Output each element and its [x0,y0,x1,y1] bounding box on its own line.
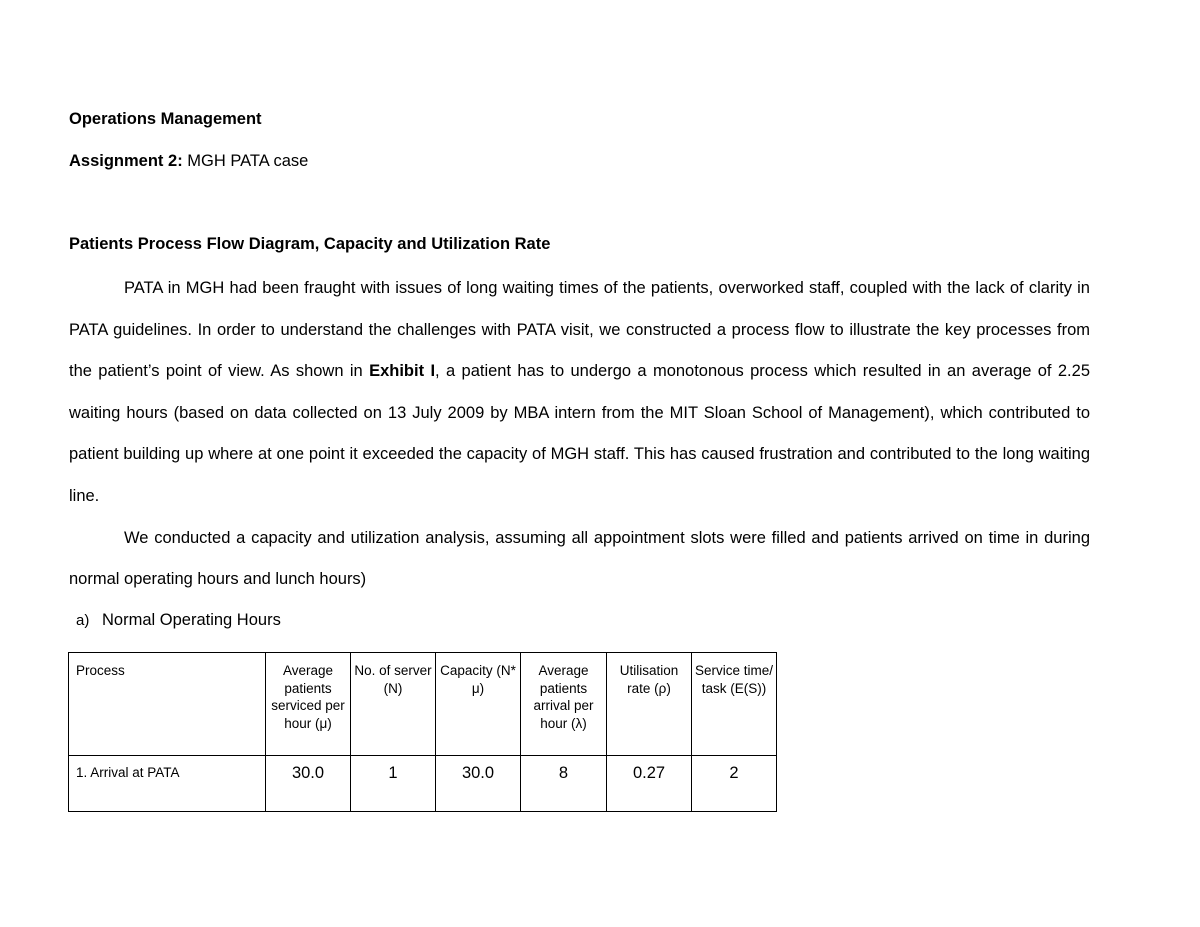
cell-arrival-rate: 8 [521,756,607,812]
column-header-service-rate: Average patients serviced per hour (μ) [266,653,351,756]
list-item-normal-hours [76,611,281,630]
cell-service-rate: 30.0 [266,756,351,812]
column-header-capacity: Capacity (N* μ) [436,653,521,756]
assignment-line [69,152,308,171]
section-heading: Patients Process Flow Diagram, Capacity and Utilization Rate [69,235,551,253]
list-item-text: Normal Operating Hours [102,611,281,629]
column-header-process: Process [69,653,266,756]
table-row [69,756,777,812]
paragraph-1 [69,268,1090,518]
exhibit-reference: Exhibit I [369,362,436,381]
course-title: Operations Management [69,110,262,128]
assignment-title: MGH PATA case [187,152,309,170]
column-header-arrival-rate: Average patients arrival per hour (λ) [521,653,607,756]
cell-servers: 1 [351,756,436,812]
paragraph-2: We conducted a capacity and utilization analysis, assuming all appointment slots were filled and patients arrived on time in during normal operating hours and lunch hours) [69,528,1090,589]
paragraph-1-text-b: , a patient has to undergo a monotonous process which resulted in an average of 2.25 waiting hours (based on data collected on 13 July 2009 by MBA intern from the MIT Sloan School of Management), which contributed to patient building up where at one point it exceeded the capacity of MGH staff. This has caused frustration and contributed to the long waiting line. [69,362,1090,505]
cell-process: 1. Arrival at PATA [69,756,266,812]
body-text [69,268,1090,601]
column-header-utilisation: Utilisation rate (ρ) [607,653,692,756]
column-header-servers: No. of server (N) [351,653,436,756]
cell-capacity: 30.0 [436,756,521,812]
list-marker: a) [76,612,90,629]
table-header-row [69,653,777,756]
assignment-label: Assignment 2: [69,152,183,170]
capacity-table [68,652,777,812]
column-header-service-time: Service time/ task (E(S)) [692,653,777,756]
cell-service-time: 2 [692,756,777,812]
cell-utilisation: 0.27 [607,756,692,812]
paragraph-1-text-a: PATA in MGH had been fraught with issues of long waiting times of the patients, overworked staff, coupled with the lack of clarity in PATA guidelines. In order to understand the challenges with PATA visit, we constructed a process flow to illustrate the key processes from the patient’s point of view. As shown in [69,279,1090,381]
